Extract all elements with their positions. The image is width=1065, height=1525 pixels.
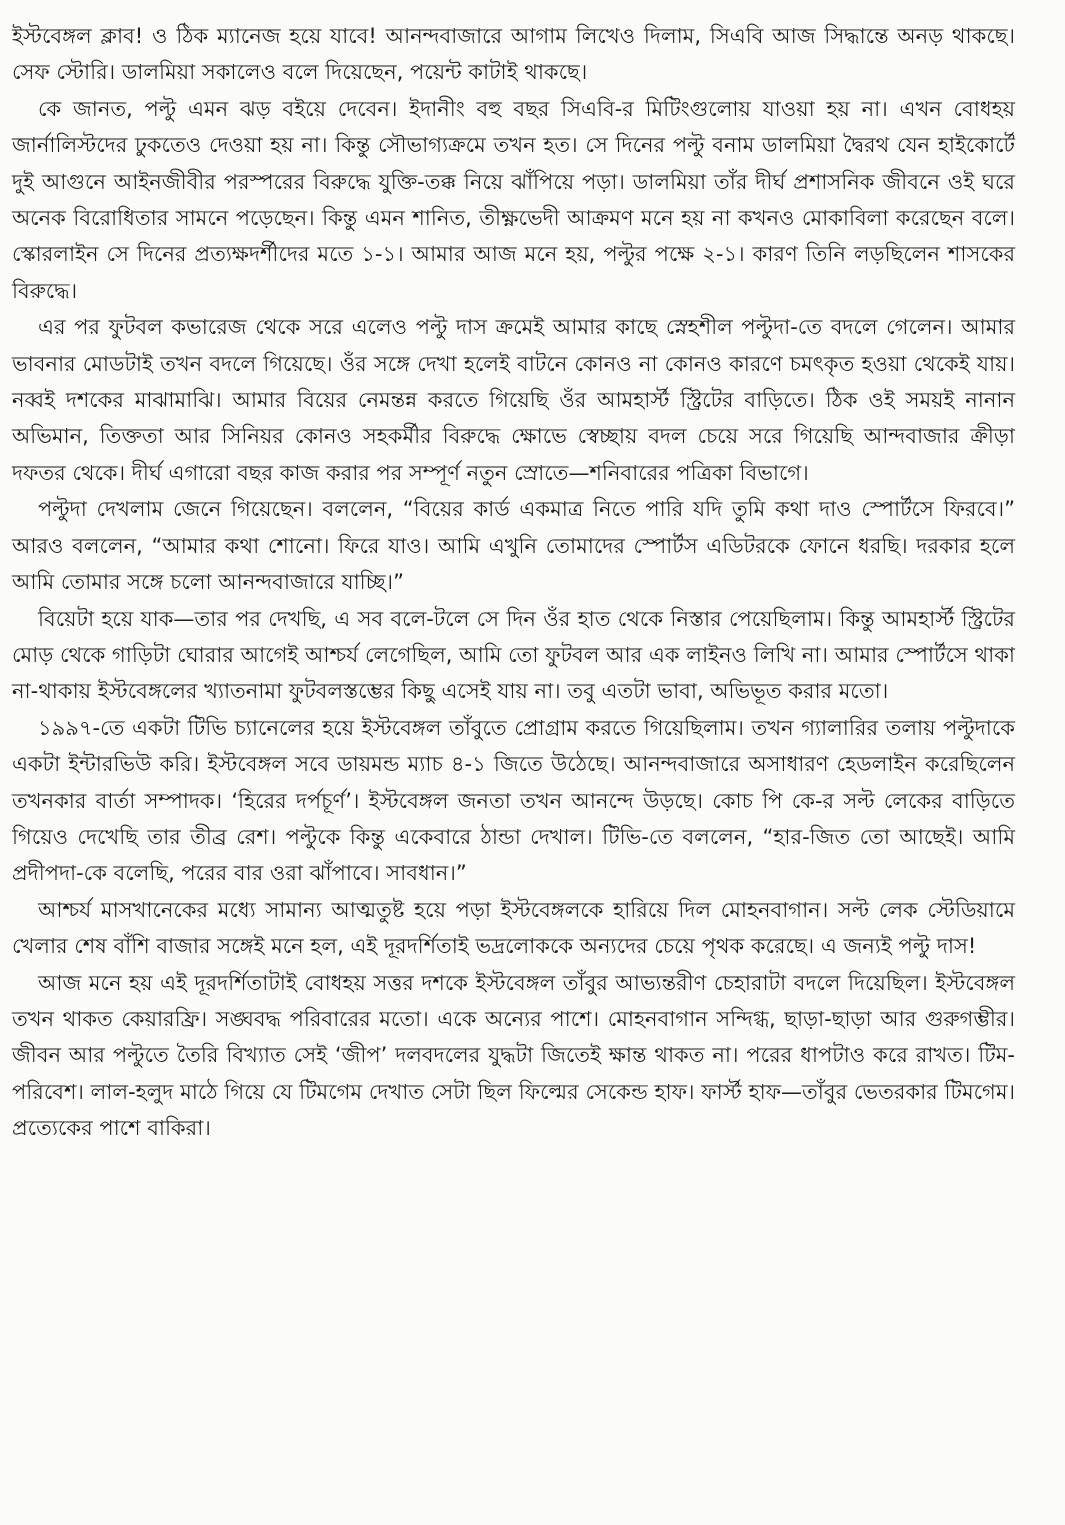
paragraph-5: বিয়েটা হয়ে যাক—তার পর দেখছি, এ সব বলে-টলে সে দিন ওঁর হাত থেকে নিস্তার পেয়েছিলাম। কিন্তু আমহার্স্ট স্ট্রিটের মোড় থেকে গাড়িটা ঘোরার আগেই আশ্চর্য লেগেছিল, আমি তো ফুটবল আর এক লাইনও লিখি না। আমার স্পোর্টসে থাকা না-থাকায় ইস্টবেঙ্গলের খ্যাতনামা ফুটবলস্তম্ভের কিছু এসেই যায় না। তবু এতটা ভাবা, অভিভূত করার মতো। bbox=[12, 606, 1015, 704]
paragraph-7: আশ্চর্য মাসখানেকের মধ্যে সামান্য আত্মতুষ্ট হয়ে পড়া ইস্টবেঙ্গলকে হারিয়ে দিল মোহনবাগান। সল্ট লেক স্টেডিয়ামে খেলার শেষ বাঁশি বাজার সঙ্গেই মনে হল, এই দূরদর্শিতাই ভদ্রলোককে অন্যদের চেয়ে পৃথক করেছে। এ জন্যই পল্টু দাস! bbox=[12, 897, 1015, 959]
paragraph-3: এর পর ফুটবল কভারেজ থেকে সরে এলেও পল্টু দাস ক্রমেই আমার কাছে স্নেহশীল পল্টুদা-তে বদলে গেলেন। আমার ভাবনার মোডটাই তখন বদলে গিয়েছে। ওঁর সঙ্গে দেখা হলেই বাটনে কোনও না কোনও কারণে চমৎকৃত হওয়া থেকেই যায়। নব্বই দশকের মাঝামাঝি। আমার বিয়ের নেমন্তন্ন করতে গিয়েছি ওঁর আমহার্স্ট স্ট্রিটের বাড়িতে। ঠিক ওই সময়ই নানান অভিমান, তিক্ততা আর সিনিয়র কোনও সহকর্মীর বিরুদ্ধে ক্ষোভে স্বেচ্ছায় বদল চেয়ে সরে গিয়েছি আন্দবাজার ক্রীড়া দফতর থেকে। দীর্ঘ এগারো বছর কাজ করার পর সম্পূর্ণ নতুন স্রোতে—শনিবারের পত্রিকা বিভাগে। bbox=[12, 315, 1015, 485]
paragraph-4: পল্টুদা দেখলাম জেনে গিয়েছেন। বললেন, “বিয়ের কার্ড একমাত্র নিতে পারি যদি তুমি কথা দাও স্পোর্টসে ফিরবে।” আরও বললেন, “আমার কথা শোনো। ফিরে যাও। আমি এখুনি তোমাদের স্পোর্টস এডিটরকে ফোনে ধরছি। দরকার হলে আমি তোমার সঙ্গে চলো আনন্দবাজারে যাচ্ছি।” bbox=[12, 497, 1015, 595]
paragraph-2: কে জানত, পল্টু এমন ঝড় বইয়ে দেবেন। ইদানীং বহু বছর সিএবি-র মিটিংগুলোয় যাওয়া হয় না। এখন বোধহয় জার্নালিস্টদের ঢুকতেও দেওয়া হয় না। কিন্তু সৌভাগ্যক্রমে তখন হত। সে দিনের পল্টু বনাম ডালমিয়া দ্বৈরথ যেন হাইকোর্টে দুই আগুনে আইনজীবীর পরস্পরের বিরুদ্ধে যুক্তি-তক্ক নিয়ে ঝাঁপিয়ে পড়া। ডালমিয়া তাঁর দীর্ঘ প্রশাসনিক জীবনে ওই ঘরে অনেক বিরোধিতার সামনে পড়েছেন। কিন্তু এমন শানিত, তীক্ষ্ণভেদী আক্রমণ মনে হয় না কখনও মোকাবিলা করেছেন বলে। স্কোরলাইন সে দিনের প্রত্যক্ষদর্শীদের মতে ১-১। আমার আজ মনে হয়, পল্টুর পক্ষে ২-১। কারণ তিনি লড়ছিলেন শাসকের বিরুদ্ধে। bbox=[12, 96, 1015, 303]
paragraph-1: ইস্টবেঙ্গল ক্লাব! ও ঠিক ম্যানেজ হয়ে যাবে! আনন্দবাজারে আগাম লিখেও দিলাম, সিএবি আজ সিদ্ধান্তে অনড় থাকছে। সেফ স্টোরি। ডালমিয়া সকালেও বলে দিয়েছেন, পয়েন্ট কাটাই থাকছে। bbox=[12, 24, 1015, 85]
paragraph-6: ১৯৯৭-তে একটা টিভি চ্যানেলের হয়ে ইস্টবেঙ্গল তাঁবুতে প্রোগ্রাম করতে গিয়েছিলাম। তখন গ্যালারির তলায় পল্টুদাকে একটা ইন্টারভিউ করি। ইস্টবেঙ্গল সবে ডায়মন্ড ম্যাচ ৪-১ জিতে উঠেছে। আনন্দবাজারে অসাধারণ হেডলাইন করেছিলেন তখনকার বার্তা সম্পাদক। ‘হিরের দর্পচূর্ণ’। ইস্টবেঙ্গল জনতা তখন আনন্দে উড়ছে। কোচ পি কে-র সল্ট লেকের বাড়িতে গিয়েও দেখেছি তার তীব্র রেশ। পল্টুকে কিন্তু একেবারে ঠান্ডা দেখাল। টিভি-তে বললেন, “হার-জিত তো আছেই। আমি প্রদীপদা-কে বলেছি, পরের বার ওরা ঝাঁপাবে। সাবধান।” bbox=[12, 715, 1015, 886]
paragraph-8: আজ মনে হয় এই দূরদর্শিতাটাই বোধহয় সত্তর দশকে ইস্টবেঙ্গল তাঁবুর আভ্যন্তরীণ চেহারাটা বদলে দিয়েছিল। ইস্টবেঙ্গল তখন থাকত কেয়ারফ্রি। সঙ্ঘবদ্ধ পরিবারের মতো। একে অন্যের পাশে। মোহনবাগান সন্দিগ্ধ, ছাড়া-ছাড়া আর গুরুগম্ভীর। জীবন আর পল্টুতে তৈরি বিখ্যাত সেই ‘জীপ’ দলবদলের যুদ্ধটা জিতেই ক্ষান্ত থাকত না। পরের ধাপটাও করে রাখত। টিম-পরিবেশ। লাল-হলুদ মাঠে গিয়ে যে টিমগেম দেখাত সেটা ছিল ফিল্মের সেকেন্ড হাফ। ফার্স্ট হাফ—তাঁবুর ভেতরকার টিমগেম। প্রত্যেকের পাশে বাকিরা। bbox=[12, 970, 1015, 1141]
